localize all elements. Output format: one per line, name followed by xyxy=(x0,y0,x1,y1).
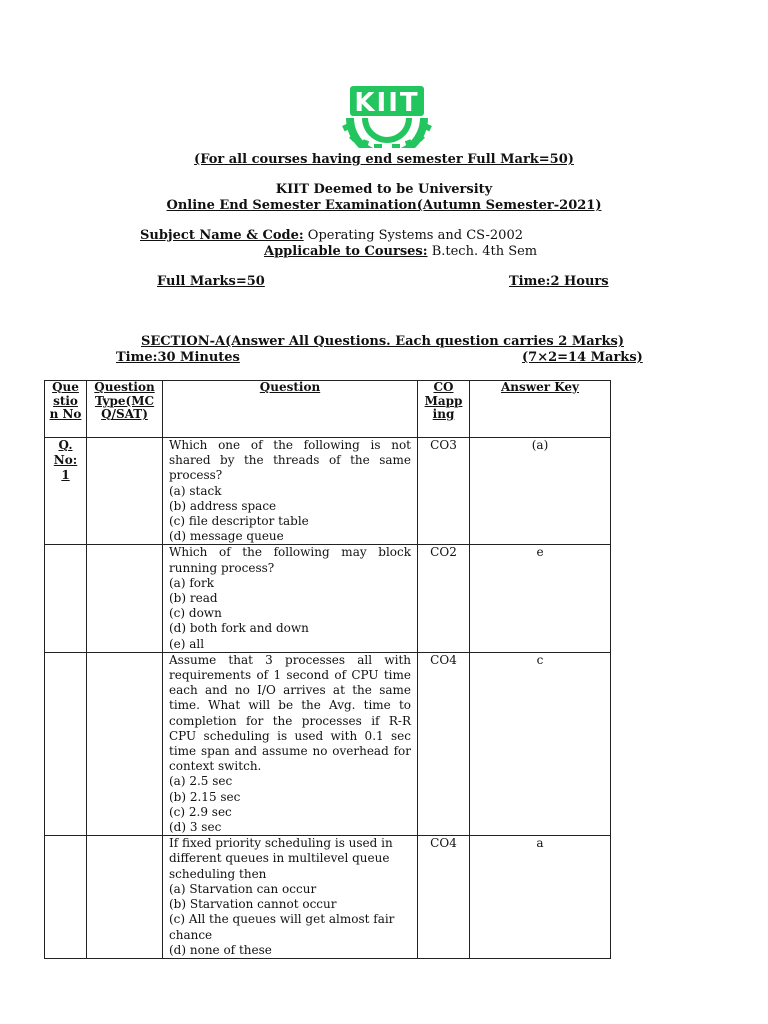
full-marks: Full Marks=50 xyxy=(157,274,265,289)
header-question: Question xyxy=(163,381,418,438)
courses-label: Applicable to Courses: xyxy=(264,244,428,259)
option-c: (c) file descriptor table xyxy=(169,514,309,529)
subject-label: Subject Name & Code: xyxy=(140,228,304,243)
answer-key: c xyxy=(470,652,611,835)
section-time: Time:30 Minutes xyxy=(116,350,240,365)
option-b: (b) Starvation cannot occur xyxy=(169,897,337,912)
question-text: If fixed priority scheduling is used in different queues in multilevel queue scheduling then xyxy=(169,836,393,881)
courses-line xyxy=(264,244,537,259)
kiit-logo xyxy=(336,84,438,148)
option-a: (a) 2.5 sec xyxy=(169,774,233,789)
question-text: Assume that 3 processes all with requirements of 1 second of CPU time each and no I/O arrives at the same time. What will be the Avg. time to completion for the processes if R-R CPU scheduling is used with 0.1 sec time span and assume no overhead for context switch. xyxy=(169,652,411,774)
question-cell xyxy=(163,652,418,835)
co-mapping: CO2 xyxy=(418,545,470,652)
option-a: (a) stack xyxy=(169,483,222,498)
university-name: KIIT Deemed to be University xyxy=(275,182,493,197)
question-type xyxy=(87,438,163,545)
question-text: Which one of the following is not shared by the threads of the same process? xyxy=(169,438,411,483)
question-text: Which of the following may block running process? xyxy=(169,545,411,575)
question-number: Q. No: 1 xyxy=(45,438,87,545)
question-number xyxy=(45,836,87,959)
subject-line xyxy=(140,228,523,243)
answer-key: e xyxy=(470,545,611,652)
subject-value: Operating Systems and CS-2002 xyxy=(307,228,523,243)
question-type xyxy=(87,836,163,959)
question-cell xyxy=(163,545,418,652)
exam-time: Time:2 Hours xyxy=(509,274,609,289)
option-c: (c) All the queues will get almost fair chance xyxy=(169,912,395,942)
option-d: (d) message queue xyxy=(169,529,284,544)
header-question-type: Question Type(MC Q/SAT) xyxy=(87,381,163,438)
co-mapping: CO4 xyxy=(418,652,470,835)
question-table xyxy=(44,380,611,959)
courses-value: B.tech. 4th Sem xyxy=(431,244,538,259)
option-a: (a) Starvation can occur xyxy=(169,881,317,896)
question-number xyxy=(45,545,87,652)
option-c: (c) down xyxy=(169,606,222,621)
co-mapping: CO3 xyxy=(418,438,470,545)
answer-key: (a) xyxy=(470,438,611,545)
table-header-row xyxy=(45,381,611,438)
table-row xyxy=(45,836,611,959)
question-cell xyxy=(163,836,418,959)
co-mapping: CO4 xyxy=(418,836,470,959)
option-a: (a) fork xyxy=(169,575,215,590)
question-number xyxy=(45,652,87,835)
question-type xyxy=(87,652,163,835)
question-cell xyxy=(163,438,418,545)
header-answer-key: Answer Key xyxy=(470,381,611,438)
table-row xyxy=(45,652,611,835)
table-row xyxy=(45,545,611,652)
option-b: (b) read xyxy=(169,591,218,606)
section-marks: (7×2=14 Marks) xyxy=(522,350,643,365)
option-b: (b) address space xyxy=(169,498,277,513)
option-d: (d) none of these xyxy=(169,942,272,957)
option-c: (c) 2.9 sec xyxy=(169,804,232,819)
option-d: (d) 3 sec xyxy=(169,820,222,835)
exam-title: Online End Semester Examination(Autumn Semester-2021) xyxy=(166,198,602,213)
option-e: (e) all xyxy=(169,636,205,651)
answer-key: a xyxy=(470,836,611,959)
table-row xyxy=(45,438,611,545)
header-question-no: Que stio n No xyxy=(45,381,87,438)
option-d: (d) both fork and down xyxy=(169,621,309,636)
logo-text: KIIT xyxy=(354,88,420,118)
full-mark-note: (For all courses having end semester Full Mark=50) xyxy=(194,152,574,167)
section-title: SECTION-A(Answer All Questions. Each question carries 2 Marks) xyxy=(141,334,624,349)
option-b: (b) 2.15 sec xyxy=(169,789,241,804)
question-type xyxy=(87,545,163,652)
header-co-mapping: CO Mapp ing xyxy=(418,381,470,438)
